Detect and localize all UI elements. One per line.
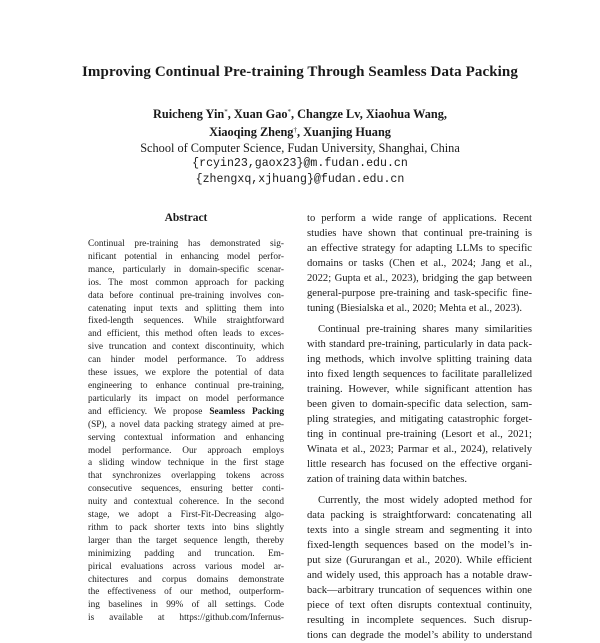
abstract-line: model performance. Our approach employs [88, 445, 284, 456]
abstract-line: serving contextual information and enhancing [88, 432, 284, 443]
abstract-line: can hinder model performance. To address [88, 355, 284, 366]
body-line: been given to domain-specific data selection, sam- [307, 399, 532, 410]
abstract-line [88, 406, 284, 419]
corresponding-author-mark: † [293, 126, 297, 134]
abstract-line: rithm to pack shorter texts into bins slightly [88, 522, 284, 533]
body-line: into fixed length sequences to facilitate parallelized [307, 369, 532, 380]
abstract-text [88, 238, 284, 625]
body-line: put size (Gururangan et al., 2020). While efficient [307, 555, 532, 566]
body-paragraph [307, 493, 532, 643]
body-line: tions can degrade the model’s ability to understand [307, 630, 532, 641]
abstract-line: data before continual pre-training involves con- [88, 290, 284, 301]
body-line: ing methods, which involve splitting training data [307, 354, 532, 365]
paper-title: Improving Continual Pre-training Through Seamless Data Packing [82, 64, 518, 80]
abstract-line: a sliding window technique in the first stage [88, 458, 284, 469]
abstract-line: larger than the target sequence length, thereby [88, 535, 284, 546]
body-line: resulting in incomplete sequences. Such disrup- [307, 615, 532, 626]
authors-line-1 [0, 104, 600, 122]
body-line: general-purpose pre-training and task-specific fine- [307, 288, 532, 299]
body-line: domains or tasks (Chen et al., 2024; Jang et al., [307, 258, 532, 269]
left-column [88, 211, 284, 625]
abstract-heading: Abstract [164, 212, 208, 224]
author-email: {zhengxq,xjhuang}@fudan.edu.cn [195, 173, 405, 186]
body-line: training. However, while significant attention has [307, 384, 532, 395]
body-line: an effective strategy for adapting LLMs to specific [307, 243, 532, 254]
abstract-line: these issues, we explore the potential of data [88, 368, 284, 379]
body-line: 2022; Gupta et al., 2023), bridging the gap between [307, 273, 532, 284]
author-email: {rcyin23,gaox23}@m.fudan.edu.cn [192, 157, 408, 170]
abstract-line: particularly its impact on model performance [88, 393, 284, 404]
abstract-line: ing baselines in 99% of all settings. Code [88, 600, 284, 611]
body-paragraph [307, 322, 532, 487]
author-names-rest: , Changze Lv, Xiaohua Wang, [291, 107, 447, 121]
body-line: zation of training data within batches. [307, 474, 468, 485]
body-line: studies have shown that continual pre-training is [307, 228, 532, 239]
body-line: fixed-length sequences based on the model’s in- [307, 540, 532, 551]
right-column [307, 211, 532, 643]
body-line: texts into a single stream and segmenting it into [307, 525, 532, 536]
author-separator: , [227, 107, 234, 121]
body-line: with standard pre-training, particularly in data pack- [307, 339, 532, 350]
abstract-line: and efficient, this method often leads to exces- [88, 329, 284, 340]
abstract-line: catenating input texts and splitting them into [88, 303, 284, 314]
abstract-line: engineering to enhance continual pre-training, [88, 380, 284, 391]
abstract-line: Continual pre-training has demonstrated sig- [88, 239, 284, 249]
body-line: ting in continual pre-training (Lesort et al., 2021; [307, 429, 532, 440]
abstract-line: fixed-length sequences. While straightforward [88, 316, 284, 327]
body-line: and widely used, this approach has a notable draw- [307, 570, 532, 581]
abstract-line: that synchronizes overlapping tokens across [88, 471, 284, 482]
equal-contribution-mark: * [287, 108, 292, 116]
body-line: back—arbitrary truncation of sequences within one [307, 585, 532, 596]
abstract-line: minimizing padding and truncation. Em- [88, 548, 284, 559]
abstract-line: nificant potential in enhancing model perfor- [88, 251, 284, 262]
abstract-line: the effectiveness of our method, outperform- [88, 587, 284, 598]
method-name: Seamless Packing [209, 406, 284, 417]
abstract-line: consecutive sequences, ensuring better conti- [88, 484, 284, 495]
equal-contribution-mark: * [224, 108, 228, 116]
abstract-line: sive truncation and context discontinuity, which [88, 342, 284, 353]
author-block [0, 104, 600, 188]
authors-line-2 [0, 122, 600, 140]
abstract-line: stage, we adopt a First-Fit-Decreasing algo- [88, 510, 284, 521]
abstract-line: pirical evaluations across various model ar- [88, 561, 284, 572]
abstract-line: mance, particularly in domain-specific scenar- [88, 264, 284, 275]
author-name: Ruicheng Yin [153, 107, 225, 121]
body-line: tuning (Biesialska et al., 2020; Mehta et al., 2023). [307, 303, 523, 314]
body-line: Continual pre-training shares many similarities [318, 324, 532, 335]
body-line: to perform a wide range of applications. Recent [307, 213, 532, 224]
abstract-line: nuity and contextual coherence. In the second [88, 497, 284, 508]
body-paragraph [307, 211, 532, 316]
affiliation: School of Computer Science, Fudan University, Shanghai, China [140, 141, 460, 155]
body-line: Currently, the most widely adopted method for [318, 495, 532, 506]
abstract-line: ios. The most common approach for packing [88, 277, 284, 288]
body-line: piece of text often disrupts contextual continuity, [307, 600, 532, 611]
body-line: little research has focused on the effective organi- [307, 459, 532, 470]
abstract-line: (SP), a novel data packing strategy aimed at pre- [88, 419, 284, 430]
body-line: Winata et al., 2023; Parmar et al., 2024), relatively [307, 444, 532, 455]
abstract-line: is available at https://github.com/Infernus- [88, 613, 284, 624]
author-name: Xuan Gao [233, 107, 288, 121]
author-name: Xiaoqing Zheng [209, 125, 294, 139]
author-names-rest: , Xuanjing Huang [296, 125, 391, 139]
abstract-line-text: and efficiency. We propose [88, 406, 203, 417]
abstract-line: chitectures and corpus domains demonstrate [88, 574, 284, 585]
body-line: pling strategies, and mitigating catastrophic forget- [307, 414, 532, 425]
body-line: data packing is straightforward: concatenating all [307, 510, 532, 521]
